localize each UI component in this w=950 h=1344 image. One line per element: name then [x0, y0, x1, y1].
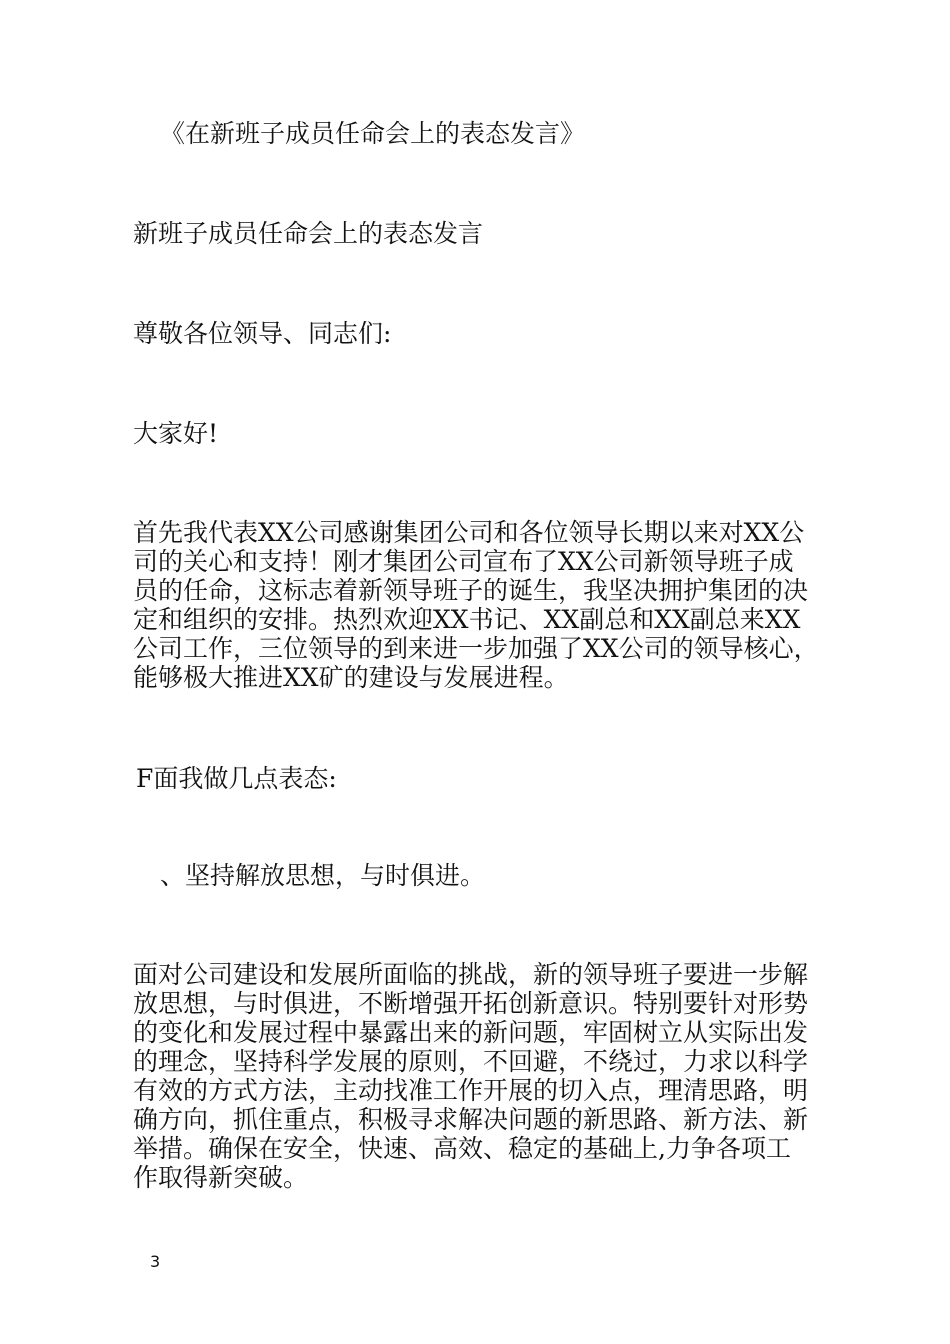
paragraph-thanks — [133, 518, 833, 692]
paragraph-line: 司的关心和支持！刚才集团公司宣布了XX公司新领导班子成 — [133, 547, 794, 576]
paragraph-point-one — [133, 960, 833, 1192]
paragraph-line: 公司工作，三位领导的到来进一步加强了XX公司的领导核心， — [133, 634, 819, 663]
salutation: 尊敬各位领导、同志们: — [133, 319, 392, 348]
greeting: 大家好! — [133, 419, 219, 448]
document-title: 《在新班子成员任命会上的表态发言》 — [160, 119, 586, 148]
paragraph-line: 作取得新突破。 — [133, 1163, 309, 1192]
paragraph-line: 员的任命，这标志着新领导班子的诞生，我坚决拥护集团的决 — [133, 576, 809, 605]
speech-heading: 新班子成员任命会上的表态发言 — [133, 219, 484, 248]
paragraph-line: 能够极大推进XX矿的建设与发展进程。 — [133, 663, 569, 692]
paragraph-line: 确方向，抓住重点，积极寻求解决问题的新思路、新方法、新 — [133, 1105, 809, 1134]
page-number: 3 — [150, 1252, 161, 1271]
paragraph-line: 放思想，与时俱进，不断增强开拓创新意识。特别要针对形势 — [133, 989, 809, 1018]
paragraph-line: 有效的方式方法，主动找准工作开展的切入点，理清思路，明 — [133, 1076, 809, 1105]
paragraph-line: 首先我代表XX公司感谢集团公司和各位领导长期以来对XX公 — [133, 518, 805, 547]
paragraph-line: 的理念，坚持科学发展的原则，不回避，不绕过，力求以科学 — [133, 1047, 809, 1076]
paragraph-line: 面对公司建设和发展所面临的挑战，新的领导班子要进一步解 — [133, 960, 809, 989]
paragraph-line: 举措。确保在安全，快速、高效、稳定的基础上,力争各项工 — [133, 1134, 791, 1163]
point-one-heading: 、坚持解放思想，与时俱进。 — [160, 861, 486, 890]
paragraph-line: 定和组织的安排。热烈欢迎XX书记、XX副总和XX副总来XX — [133, 605, 801, 634]
paragraph-line: 的变化和发展过程中暴露出来的新问题，牢固树立从实际出发 — [133, 1018, 809, 1047]
points-intro: F面我做几点表态: — [136, 764, 337, 793]
